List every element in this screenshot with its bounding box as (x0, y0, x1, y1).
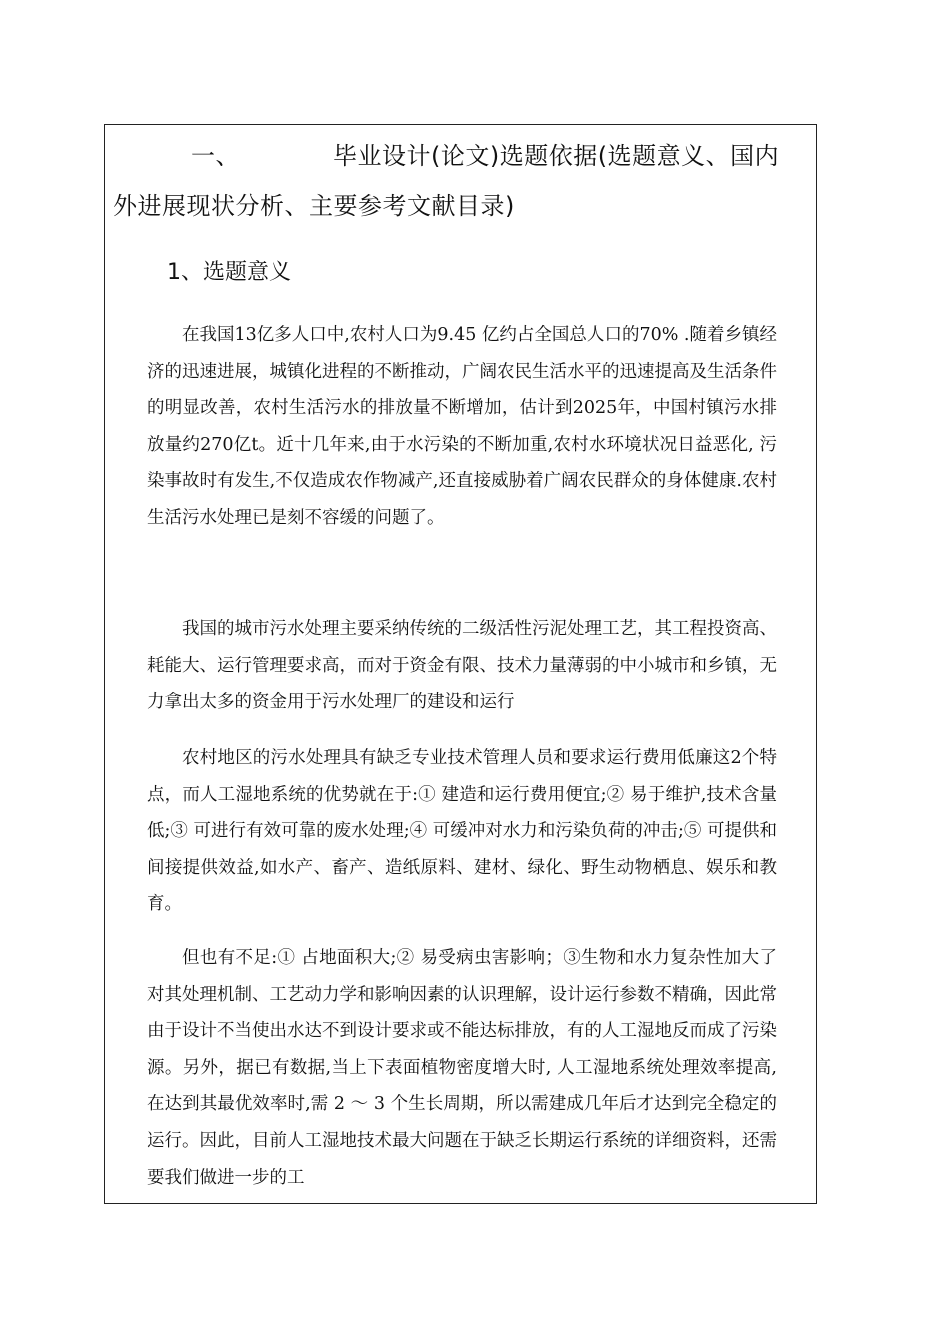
section-number: 一、 (191, 142, 240, 170)
paragraph-wetland-shortcomings: 但也有不足:① 占地面积大;② 易受病虫害影响；③生物和水力复杂性加大了对其处理机制、工艺动力学和影响因素的认识理解，设计运行参数不精确，因此常由于设计不当使出水达不到设计要求或不能达标排放，有的人工湿地反而成了污染源。另外，据已有数据,当上下表面植物密度增大时, 人工湿地系统处理效率提高,在达到其最优效率时,需 2 ～ 3 个生长周期，所以需建成几年后才达到完全稳定的运行。因此，目前人工湿地技术最大问题在于缺乏长期运行系统的详细资料，还需要我们做进一步的工 (147, 948, 777, 1188)
section-title: 毕业设计(论文)选题依据(选题意义、国内外进展现状分析、主要参考文献目录) (113, 142, 780, 220)
paragraph-wetland-advantages: 农村地区的污水处理具有缺乏专业技术管理人员和要求运行费用低廉这2个特点，而人工湿地系统的优势就在于:① 建造和运行费用便宜;② 易于维护,技术含量低;③ 可进行有效可靠的废水处理;④ 可缓冲对水力和污染负荷的冲击;⑤ 可提供和间接提供效益,如水产、畜产、造纸原料、建材、绿化、野生动物栖息、娱乐和教育。 (147, 748, 777, 915)
subsection-heading: 1、选题意义 (167, 260, 291, 285)
paragraph-rural-population: 在我国13亿多人口中,农村人口为9.45 亿约占全国总人口的70% .随着乡镇经济的迅速进展，城镇化进程的不断推动，广阔农民生活水平的迅速提高及生活条件的明显改善，农村生活污水的排放量不断增加，估计到2025年，中国村镇污水排放量约270亿t。近十几年来,由于水污染的不断加重,农村水环境状况日益恶化, 污染事故时有发生,不仅造成农作物减产,还直接威胁着广阔农民群众的身体健康.农村生活污水处理已是刻不容缓的问题了。 (147, 325, 777, 528)
section-heading (113, 131, 803, 231)
paragraph-urban-treatment: 我国的城市污水处理主要采纳传统的二级活性污泥处理工艺，其工程投资高、耗能大、运行管理要求高，而对于资金有限、技术力量薄弱的中小城市和乡镇，无力拿出太多的资金用于污水处理厂的建设和运行 (147, 619, 777, 713)
content-frame (104, 124, 817, 1204)
